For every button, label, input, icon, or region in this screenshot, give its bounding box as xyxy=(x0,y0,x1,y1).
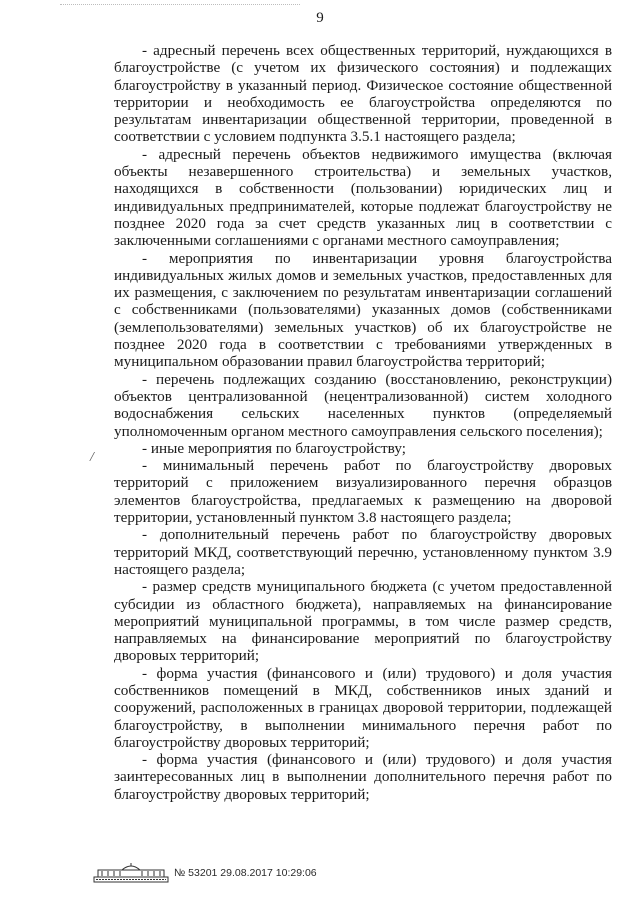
page-number: 9 xyxy=(316,10,324,26)
building-emblem-icon xyxy=(92,862,170,884)
scan-artifact xyxy=(60,4,300,8)
document-footer xyxy=(92,862,352,884)
paragraph-6: - минимальный перечень работ по благоустройству дворовых территорий с приложением визуализированного перечня образцов элементов благоустройства, предлагаемых к размещению на дворовой территории, установленный пунктом 3.8 настоящего раздела; xyxy=(114,457,612,527)
paragraph-10: - форма участия (финансового и (или) трудового) и доля участия заинтересованных лиц в выполнении дополнительного перечня работ по благоустройству дворовых территорий; xyxy=(114,751,612,803)
paragraph-8: - размер средств муниципального бюджета (с учетом предоставленной субсидии из областного бюджета), направляемых на финансирование мероприятий муниципальной программы, в том числе размер средств, направляемых на финансирование мероприятий по благоустройству дворовых территорий; xyxy=(114,578,612,665)
paragraph-3: - мероприятия по инвентаризации уровня благоустройства индивидуальных жилых домов и земельных участков, предоставленных для их размещения, с заключением по результатам инвентаризации соглашений с собственниками (пользователями) указанных домов (собственниками (землепользователями) земельных участков) об их благоустройстве не позднее 2020 года в соответствии с требованиями утвержденных в муниципальном образовании правил благоустройства территорий; xyxy=(114,249,612,371)
paragraph-1: - адресный перечень всех общественных территорий, нуждающихся в благоустройстве (с учетом их физического состояния) и подлежащих благоустройству в указанный период. Физическое состояние общественной территории и необходимость ее благоустройства определяются по результатам инвентаризации общественной территории, проведенной в соответствии с условием подпункта 3.5.1 настоящего раздела; xyxy=(114,42,612,146)
paragraph-7: - дополнительный перечень работ по благоустройству дворовых территорий МКД, соответствующий перечню, установленному пунктом 3.9 настоящего раздела; xyxy=(114,526,612,578)
paragraph-5: - иные мероприятия по благоустройству; xyxy=(142,439,406,457)
margin-mark: / xyxy=(90,450,94,465)
paragraph-2: - адресный перечень объектов недвижимого имущества (включая объекты незавершенного строительства) и земельных участков, находящихся в собственности (пользовании) юридических лиц и индивидуальных предпринимателей, которые подлежат благоустройству не позднее 2020 года за счет средств указанных лиц в соответствии с заключенными соглашениями с органами местного самоуправления; xyxy=(114,145,612,250)
document-body xyxy=(114,42,612,803)
registration-stamp: № 53201 29.08.2017 10:29:06 xyxy=(174,867,317,879)
paragraph-4: - перечень подлежащих созданию (восстановлению, реконструкции) объектов централизованной (нецентрализованной) систем холодного водоснабжения сельских населенных пунктов (определяемый уполномоченным органом местного самоуправления сельского поселения); xyxy=(114,370,612,440)
paragraph-9: - форма участия (финансового и (или) трудового) и доля участия собственников помещений в МКД, собственников иных зданий и сооружений, расположенных в границах дворовой территории, подлежащей благоустройству, в выполнении минимального перечня работ по благоустройству дворовых территорий; xyxy=(114,664,612,751)
